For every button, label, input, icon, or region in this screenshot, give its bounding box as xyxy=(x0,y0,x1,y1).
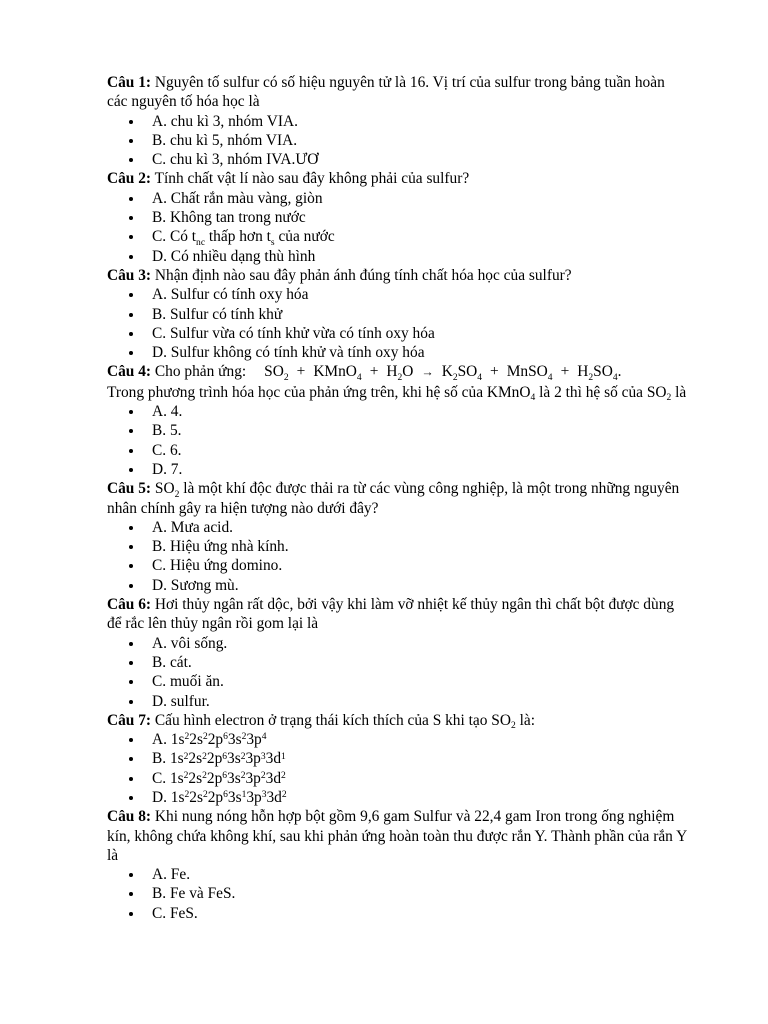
option-list xyxy=(107,518,687,595)
option-a: A. Fe. xyxy=(107,865,687,884)
chemical-equation: $SO_2$ + KMnO$_4$ + $H_2O \to K_2SO_4$ + MnSO$_4$ + $H_2SO_4$. xyxy=(264,363,622,383)
option-list xyxy=(107,865,687,923)
question-text: Cấu hình electron ở trạng thái kích thích của S khi tạo SO xyxy=(151,711,511,729)
question-text: là xyxy=(671,383,687,401)
question-label: Câu 7: xyxy=(107,711,152,729)
option-list xyxy=(107,730,687,807)
question-text: Nhận định nào sau đây phản ánh đúng tính chất hóa học của sulfur? xyxy=(151,266,572,284)
option-c: C. FeS. xyxy=(107,904,687,923)
option-b: B. 5. xyxy=(107,421,687,440)
question-label: Câu 8: xyxy=(107,808,152,826)
subscript: nc xyxy=(196,236,206,248)
question-label: Câu 3: xyxy=(107,266,152,284)
option-text: thấp hơn t xyxy=(205,228,271,246)
option-list xyxy=(107,112,687,170)
question-2 xyxy=(107,169,687,188)
question-3 xyxy=(107,266,687,285)
question-text: Trong phương trình hóa học của phản ứng trên, khi hệ số của KMnO xyxy=(107,383,531,401)
question-text: Nguyên tố sulfur có số hiệu nguyên tử là 16. Vị trí của sulfur trong bảng tuần hoàn các nguyên tố hóa học là xyxy=(107,74,665,111)
question-1 xyxy=(107,73,687,112)
option-d: D. Sulfur không có tính khử và tính oxy hóa xyxy=(107,343,687,362)
option-text: của nước xyxy=(274,228,335,246)
option-b: B. Không tan trong nước xyxy=(107,208,687,227)
subscript: 2 xyxy=(510,720,516,732)
option-b: B. Sulfur có tính khử xyxy=(107,305,687,324)
option-c: C. $1s^22s^22p^63s^23p^23d^2$ xyxy=(107,769,687,788)
question-text: là một khí độc được thải ra từ các vùng công nghiệp, là một trong những nguyên nhân chính gây ra hiện tượng nào dưới đây? xyxy=(107,480,680,517)
subscript: s xyxy=(270,236,275,248)
option-d: D. $1s^22s^22p^63s^13p^33d^2$ xyxy=(107,788,687,807)
question-text: Tính chất vật lí nào sau đây không phải của sulfur? xyxy=(151,170,470,188)
subscript: 4 xyxy=(530,392,536,404)
quiz-document xyxy=(107,73,687,923)
option-d: D. Sương mù. xyxy=(107,576,687,595)
question-label: Câu 6: xyxy=(107,596,152,614)
option-list xyxy=(107,634,687,711)
question-6 xyxy=(107,595,687,634)
question-5 xyxy=(107,479,687,518)
option-a: A. vôi sống. xyxy=(107,634,687,653)
option-list xyxy=(107,402,687,479)
question-text: là 2 thì hệ số của SO xyxy=(535,383,667,401)
option-a: A. Sulfur có tính oxy hóa xyxy=(107,285,687,304)
question-text: là: xyxy=(515,711,535,729)
question-text: Cho phản ứng: xyxy=(151,363,247,381)
question-label: Câu 4: xyxy=(107,363,152,381)
option-a: A. Chất rắn màu vàng, giòn xyxy=(107,189,687,208)
option-list xyxy=(107,285,687,362)
option-c: C. muối ăn. xyxy=(107,672,687,691)
question-4 xyxy=(107,362,687,382)
question-7 xyxy=(107,711,687,730)
option-c: C. Hiệu ứng domino. xyxy=(107,556,687,575)
option-d: D. 7. xyxy=(107,460,687,479)
question-label: Câu 5: xyxy=(107,480,152,498)
option-c: C. 6. xyxy=(107,441,687,460)
option-b: B. Fe và FeS. xyxy=(107,884,687,903)
option-a: A. chu kì 3, nhóm VIA. xyxy=(107,112,687,131)
option-list xyxy=(107,189,687,266)
option-b: B. cát. xyxy=(107,653,687,672)
option-text: C. Có t xyxy=(152,228,197,246)
option-a: A. 4. xyxy=(107,402,687,421)
question-text: Khi nung nóng hỗn hợp bột gồm 9,6 gam Sulfur và 22,4 gam Iron trong ống nghiệm kín, không chứa không khí, sau khi phản ứng hoàn toàn thu được rắn Y. Thành phần của rắn Y là xyxy=(107,808,687,864)
option-a: A. $1s^22s^22p^63s^23p^4$ xyxy=(107,730,687,749)
question-label: Câu 1: xyxy=(107,74,152,91)
option-c: C. chu kì 3, nhóm IVA.ƯƠ xyxy=(107,150,687,169)
arrow-icon: → xyxy=(421,365,434,380)
question-8 xyxy=(107,807,687,865)
option-b: B. $1s^22s^22p^63s^23p^33d^1$ xyxy=(107,749,687,768)
question-4-text xyxy=(107,383,687,402)
subscript: 2 xyxy=(666,392,672,404)
question-label: Câu 2: xyxy=(107,170,152,188)
option-d: D. Có nhiều dạng thù hình xyxy=(107,247,687,266)
option-d: D. sulfur. xyxy=(107,692,687,711)
option-c: C. Sulfur vừa có tính khử vừa có tính oxy hóa xyxy=(107,324,687,343)
subscript: 2 xyxy=(174,488,180,500)
option-a: A. Mưa acid. xyxy=(107,518,687,537)
option-c xyxy=(107,227,687,246)
question-text: SO xyxy=(151,480,175,498)
question-text: Hơi thủy ngân rất dộc, bởi vậy khi làm vỡ nhiệt kế thủy ngân thì chất bột được dùng để rắc lên thủy ngân rồi gom lại là xyxy=(107,596,675,633)
option-b: B. chu kì 5, nhóm VIA. xyxy=(107,131,687,150)
option-b: B. Hiệu ứng nhà kính. xyxy=(107,537,687,556)
